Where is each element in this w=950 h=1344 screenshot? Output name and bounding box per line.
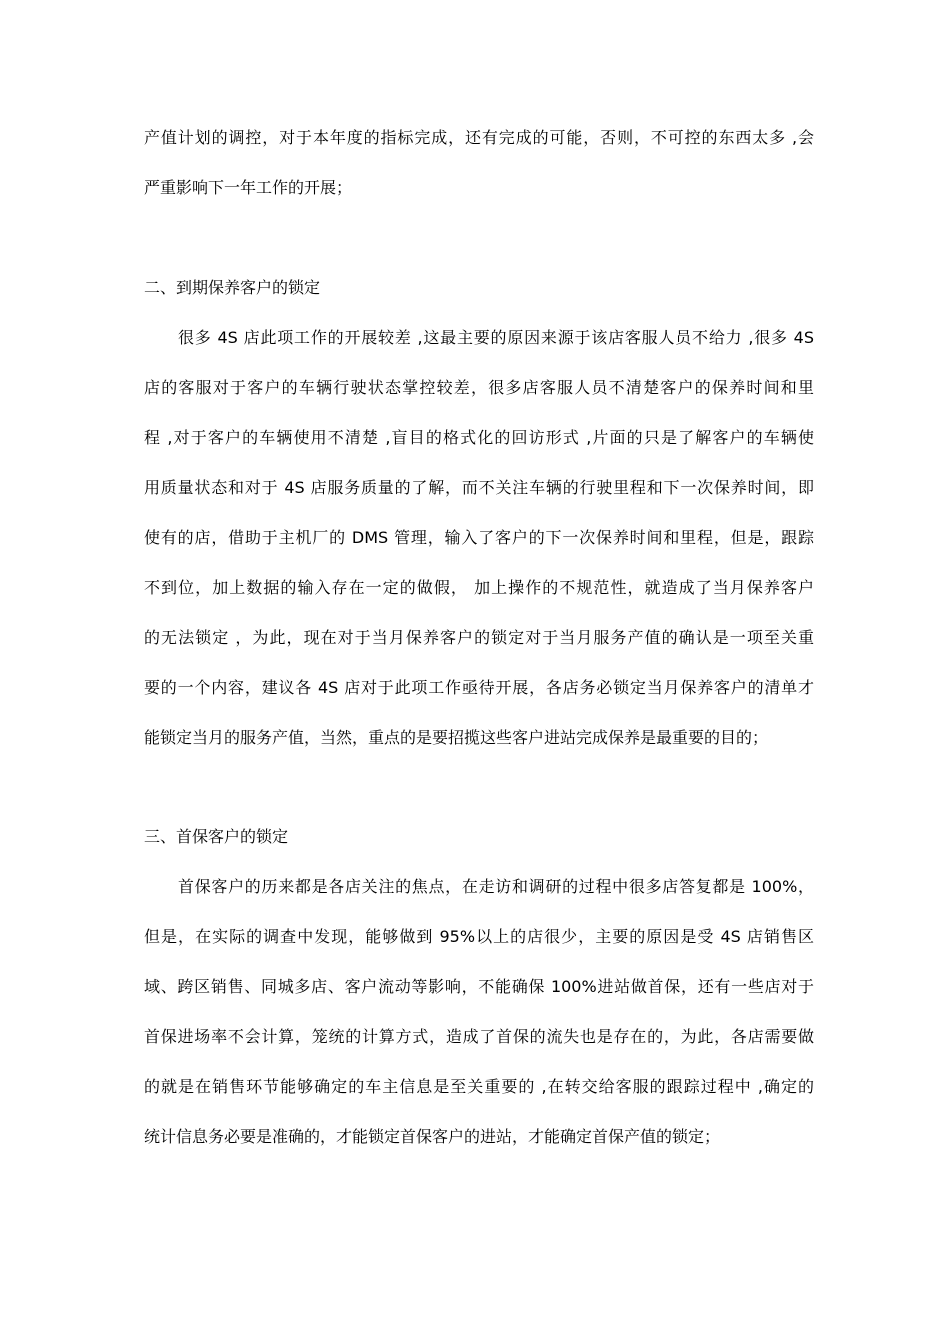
section-three-line-4: 首保进场率不会计算，笼统的计算方式，造成了首保的流失也是存在的，为此，各店需要做 [144, 1027, 814, 1046]
section-two-line-9: 能锁定当月的服务产值，当然，重点的是要招揽这些客户进站完成保养是最重要的目的； [144, 728, 769, 747]
section-three-line-6: 统计信息务必要是准确的，才能锁定首保客户的进站，才能确定首保产值的锁定； [144, 1127, 721, 1146]
section-two-line-4: 用质量状态和对于 4S 店服务质量的了解，而不关注车辆的行驶里程和下一次保养时间，即 [144, 478, 814, 497]
section-three-line-5: 的就是在销售环节能够确定的车主信息是至关重要的 ,在转交给客服的跟踪过程中 ,确定的 [144, 1077, 814, 1096]
intro-line-2: 严重影响下一年工作的开展； [144, 178, 353, 197]
section-two-line-6: 不到位，加上数据的输入存在一定的做假， 加上操作的不规范性，就造成了当月保养客户 [144, 578, 814, 597]
section-two-line-5: 使有的店，借助于主机厂的 DMS 管理，输入了客户的下一次保养时间和里程，但是，跟踪 [144, 528, 814, 547]
section-three-line-2: 但是，在实际的调查中发现，能够做到 95%以上的店很少，主要的原因是受 4S 店销售区 [144, 927, 814, 946]
section-three-heading: 三、首保客户的锁定 [144, 827, 289, 846]
section-two-line-1: 很多 4S 店此项工作的开展较差 ,这最主要的原因来源于该店客服人员不给力 ,很多 4S [178, 328, 814, 347]
section-three-line-1: 首保客户的历来都是各店关注的焦点，在走访和调研的过程中很多店答复都是 100%， [178, 877, 814, 896]
section-two-line-7: 的无法锁定 ，为此，现在对于当月保养客户的锁定对于当月服务产值的确认是一项至关重 [144, 628, 814, 647]
intro-line-1: 产值计划的调控，对于本年度的指标完成，还有完成的可能，否则，不可控的东西太多 ,会 [144, 128, 814, 147]
section-two-line-3: 程 ,对于客户的车辆使用不清楚 ,盲目的格式化的回访形式 ,片面的只是了解客户的车辆使 [144, 428, 814, 447]
section-two-line-2: 店的客服对于客户的车辆行驶状态掌控较差，很多店客服人员不清楚客户的保养时间和里 [144, 378, 814, 397]
section-three-line-3: 域、跨区销售、同城多店、客户流动等影响，不能确保 100%进站做首保，还有一些店对于 [144, 977, 814, 996]
section-two-heading: 二、到期保养客户的锁定 [144, 278, 321, 297]
section-two-line-8: 要的一个内容，建议各 4S 店对于此项工作亟待开展，各店务必锁定当月保养客户的清单才 [144, 678, 814, 697]
